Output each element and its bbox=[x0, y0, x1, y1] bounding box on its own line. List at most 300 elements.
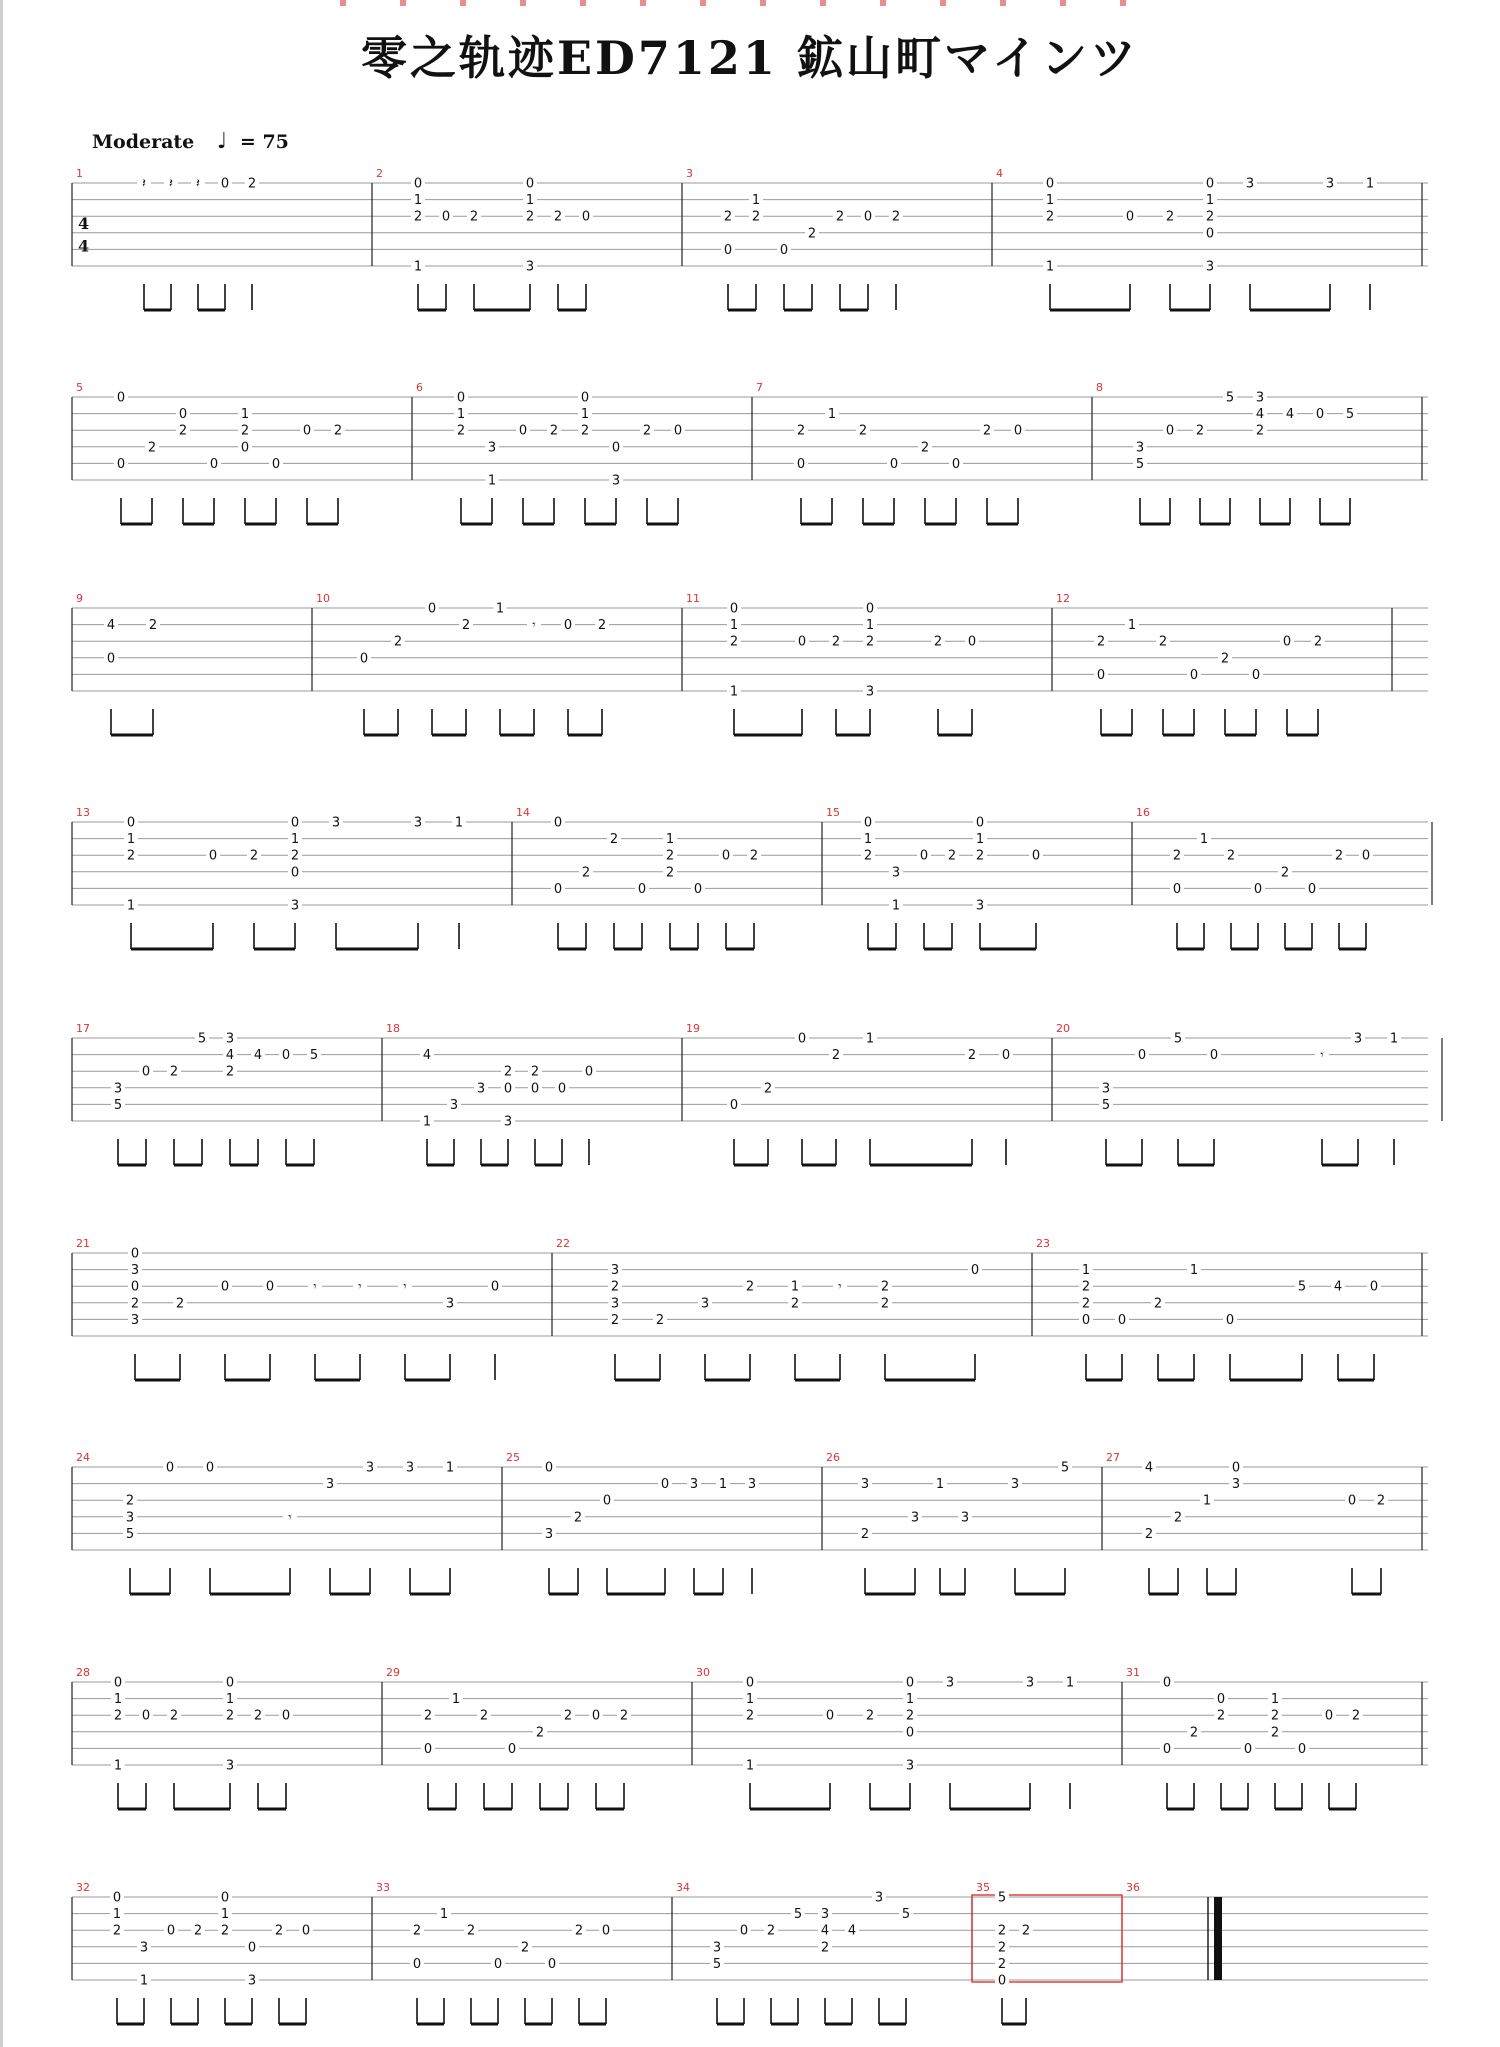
fret-number: 0 bbox=[518, 423, 528, 439]
fret-number: 1 bbox=[454, 815, 464, 831]
fret-number: 0 bbox=[1307, 881, 1317, 897]
fret-number: 𝄾 bbox=[1320, 1048, 1324, 1064]
fret-number: 𝄽 bbox=[142, 176, 146, 192]
fret-number: 𝄾 bbox=[838, 1279, 842, 1295]
fret-number: 3 bbox=[874, 1890, 884, 1906]
fret-number: 0 bbox=[141, 1708, 151, 1724]
fret-number: 2 bbox=[763, 1081, 773, 1097]
fret-number: 2 bbox=[860, 1526, 870, 1542]
fret-number: 1 bbox=[225, 1692, 235, 1708]
fret-number: 0 bbox=[126, 815, 136, 831]
fret-number: 3 bbox=[365, 1460, 375, 1476]
fret-number: 1 bbox=[487, 473, 497, 489]
fret-number: 1 bbox=[112, 1907, 122, 1923]
fret-number: 2 bbox=[1144, 1526, 1154, 1542]
fret-number: 5 bbox=[197, 1031, 207, 1047]
fret-number: 2 bbox=[175, 1296, 185, 1312]
fret-number: 0 bbox=[302, 423, 312, 439]
fret-number: 5 bbox=[1101, 1097, 1111, 1113]
measure-number: 8 bbox=[1096, 381, 1103, 394]
measure-number: 11 bbox=[686, 592, 700, 605]
fret-number: 0 bbox=[951, 456, 961, 472]
measure-number: 3 bbox=[686, 167, 693, 180]
fret-number: 2 bbox=[479, 1708, 489, 1724]
fret-number: 2 bbox=[820, 1940, 830, 1956]
fret-number: 4 bbox=[106, 618, 116, 634]
fret-number: 2 bbox=[1153, 1296, 1163, 1312]
fret-number: 2 bbox=[807, 226, 817, 242]
fret-number: 0 bbox=[205, 1460, 215, 1476]
fret-number: 2 bbox=[1195, 423, 1205, 439]
measure-number: 16 bbox=[1136, 806, 1150, 819]
fret-number: 0 bbox=[165, 1460, 175, 1476]
fret-number: 2 bbox=[1081, 1296, 1091, 1312]
fret-number: 0 bbox=[359, 651, 369, 667]
fret-number: 1 bbox=[745, 1692, 755, 1708]
fret-number: 3 bbox=[1101, 1081, 1111, 1097]
fret-number: 3 bbox=[1353, 1031, 1363, 1047]
fret-number: 0 bbox=[427, 601, 437, 617]
fret-number: 2 bbox=[112, 1923, 122, 1939]
fret-number: 0 bbox=[141, 1064, 151, 1080]
fret-number: 3 bbox=[860, 1477, 870, 1493]
fret-number: 2 bbox=[549, 423, 559, 439]
fret-number: 1 bbox=[975, 832, 985, 848]
fret-number: 4 bbox=[1333, 1279, 1343, 1295]
fret-number: 3 bbox=[910, 1510, 920, 1526]
fret-number: 2 bbox=[225, 1708, 235, 1724]
fret-number: 0 bbox=[1096, 667, 1106, 683]
fret-number: 0 bbox=[507, 1741, 517, 1757]
fret-number: 3 bbox=[130, 1263, 140, 1279]
fret-number: 3 bbox=[290, 898, 300, 914]
fret-number: 4 bbox=[1255, 407, 1265, 423]
fret-number: 2 bbox=[1220, 651, 1230, 667]
fret-number: 0 bbox=[130, 1279, 140, 1295]
fret-number: 2 bbox=[835, 209, 845, 225]
fret-number: 2 bbox=[225, 1064, 235, 1080]
fret-number: 0 bbox=[456, 390, 466, 406]
fret-number: 0 bbox=[1361, 848, 1371, 864]
fret-number: 1 bbox=[1365, 176, 1375, 192]
fret-number: 3 bbox=[247, 1973, 257, 1989]
fret-number: 0 bbox=[490, 1279, 500, 1295]
fret-number: 2 bbox=[253, 1708, 263, 1724]
fret-number: 0 bbox=[739, 1923, 749, 1939]
fret-number: 0 bbox=[1125, 209, 1135, 225]
fret-number: 2 bbox=[290, 848, 300, 864]
fret-number: 0 bbox=[825, 1708, 835, 1724]
fret-number: 1 bbox=[1389, 1031, 1399, 1047]
fret-number: 2 bbox=[642, 423, 652, 439]
measure-number: 33 bbox=[376, 1881, 390, 1894]
fret-number: 0 bbox=[544, 1460, 554, 1476]
fret-number: 5 bbox=[793, 1907, 803, 1923]
fret-number: 2 bbox=[831, 634, 841, 650]
fret-number: 1 bbox=[718, 1477, 728, 1493]
fret-number: 4 bbox=[820, 1923, 830, 1939]
fret-number: 2 bbox=[1172, 848, 1182, 864]
fret-number: 2 bbox=[169, 1064, 179, 1080]
fret-number: 2 bbox=[1280, 865, 1290, 881]
fret-number: 2 bbox=[553, 209, 563, 225]
fret-number: 2 bbox=[891, 209, 901, 225]
fret-number: 1 bbox=[445, 1460, 455, 1476]
fret-number: 0 bbox=[553, 815, 563, 831]
measure-number: 10 bbox=[316, 592, 330, 605]
fret-number: 0 bbox=[220, 1279, 230, 1295]
fret-number: 3 bbox=[1135, 440, 1145, 456]
fret-number: 4 bbox=[422, 1048, 432, 1064]
fret-number: 1 bbox=[126, 832, 136, 848]
measure-number: 24 bbox=[76, 1451, 90, 1464]
fret-number: 2 bbox=[1205, 209, 1215, 225]
fret-number: 2 bbox=[1045, 209, 1055, 225]
fret-number: 2 bbox=[574, 1923, 584, 1939]
fret-number: 1 bbox=[451, 1692, 461, 1708]
fret-number: 0 bbox=[130, 1246, 140, 1262]
fret-number: 2 bbox=[1081, 1279, 1091, 1295]
fret-number: 2 bbox=[610, 1279, 620, 1295]
fret-number: 1 bbox=[827, 407, 837, 423]
fret-number: 5 bbox=[901, 1907, 911, 1923]
time-signature-bottom: 4 bbox=[78, 236, 90, 256]
fret-number: 0 bbox=[547, 1956, 557, 1972]
fret-number: 0 bbox=[290, 815, 300, 831]
fret-number: 1 bbox=[935, 1477, 945, 1493]
fret-number: 5 bbox=[1297, 1279, 1307, 1295]
fret-number: 0 bbox=[116, 390, 126, 406]
fret-number: 0 bbox=[1225, 1312, 1235, 1328]
fret-number: 0 bbox=[729, 1097, 739, 1113]
fret-number: 3 bbox=[503, 1114, 513, 1130]
fret-number: 2 bbox=[535, 1725, 545, 1741]
fret-number: 2 bbox=[169, 1708, 179, 1724]
fret-number: 0 bbox=[1205, 226, 1215, 242]
fret-number: 0 bbox=[240, 440, 250, 456]
fret-number: 4 bbox=[1144, 1460, 1154, 1476]
fret-number: 4 bbox=[847, 1923, 857, 1939]
fret-number: 0 bbox=[889, 456, 899, 472]
highlighted-measure-box bbox=[972, 1895, 1122, 1982]
fret-number: 2 bbox=[220, 1923, 230, 1939]
fret-number: 2 bbox=[520, 1940, 530, 1956]
measure-number: 14 bbox=[516, 806, 530, 819]
fret-number: 2 bbox=[997, 1956, 1007, 1972]
fret-number: 𝄾 bbox=[403, 1279, 407, 1295]
fret-number: 0 bbox=[441, 209, 451, 225]
fret-number: 2 bbox=[413, 209, 423, 225]
fret-number: 3 bbox=[1245, 176, 1255, 192]
fret-number: 3 bbox=[891, 865, 901, 881]
fret-number: 𝄾 bbox=[532, 618, 536, 634]
fret-number: 3 bbox=[712, 1940, 722, 1956]
fret-number: 2 bbox=[1255, 423, 1265, 439]
time-signature-top: 4 bbox=[78, 213, 90, 233]
measure-number: 27 bbox=[1106, 1451, 1120, 1464]
fret-number: 0 bbox=[112, 1890, 122, 1906]
fret-number: 2 bbox=[412, 1923, 422, 1939]
fret-number: 0 bbox=[301, 1923, 311, 1939]
final-barline-thick bbox=[1214, 1897, 1222, 1980]
fret-number: 5 bbox=[113, 1097, 123, 1113]
fret-number: 𝄾 bbox=[313, 1279, 317, 1295]
fret-number: 3 bbox=[139, 1940, 149, 1956]
fret-number: 5 bbox=[1345, 407, 1355, 423]
fret-number: 1 bbox=[113, 1758, 123, 1774]
fret-number: 2 bbox=[461, 618, 471, 634]
measure-number: 1 bbox=[76, 167, 83, 180]
fret-number: 1 bbox=[863, 832, 873, 848]
fret-number: 2 bbox=[609, 832, 619, 848]
fret-number: 0 bbox=[602, 1493, 612, 1509]
fret-number: 2 bbox=[597, 618, 607, 634]
fret-number: 1 bbox=[1270, 1692, 1280, 1708]
fret-number: 0 bbox=[1231, 1460, 1241, 1476]
fret-number: 0 bbox=[208, 848, 218, 864]
fret-number: 2 bbox=[880, 1279, 890, 1295]
fret-number: 2 bbox=[1270, 1708, 1280, 1724]
fret-number: 2 bbox=[125, 1493, 135, 1509]
fret-number: 1 bbox=[1045, 193, 1055, 209]
fret-number: 2 bbox=[997, 1940, 1007, 1956]
measure-number: 23 bbox=[1036, 1237, 1050, 1250]
fret-number: 2 bbox=[581, 865, 591, 881]
fret-number: 3 bbox=[476, 1081, 486, 1097]
fret-number: 2 bbox=[178, 423, 188, 439]
fret-number: 1 bbox=[729, 618, 739, 634]
fret-number: 3 bbox=[975, 898, 985, 914]
fret-number: 1 bbox=[790, 1279, 800, 1295]
fret-number: 1 bbox=[139, 1973, 149, 1989]
fret-number: 3 bbox=[905, 1758, 915, 1774]
fret-number: 0 bbox=[919, 848, 929, 864]
fret-number: 0 bbox=[905, 1675, 915, 1691]
fret-number: 0 bbox=[290, 865, 300, 881]
fret-number: 1 bbox=[1065, 1675, 1075, 1691]
fret-number: 1 bbox=[413, 193, 423, 209]
fret-number: 0 bbox=[1315, 407, 1325, 423]
fret-number: 0 bbox=[106, 651, 116, 667]
fret-number: 2 bbox=[580, 423, 590, 439]
fret-number: 𝄾 bbox=[288, 1510, 292, 1526]
measure-number: 29 bbox=[386, 1666, 400, 1679]
fret-number: 2 bbox=[333, 423, 343, 439]
fret-number: 3 bbox=[700, 1296, 710, 1312]
fret-number: 2 bbox=[525, 209, 535, 225]
fret-number: 0 bbox=[975, 815, 985, 831]
fret-number: 5 bbox=[1060, 1460, 1070, 1476]
fret-number: 0 bbox=[1205, 176, 1215, 192]
fret-number: 2 bbox=[530, 1064, 540, 1080]
fret-number: 1 bbox=[113, 1692, 123, 1708]
fret-number: 2 bbox=[130, 1296, 140, 1312]
fret-number: 1 bbox=[729, 684, 739, 700]
fret-number: 3 bbox=[1325, 176, 1335, 192]
fret-number: 1 bbox=[439, 1907, 449, 1923]
fret-number: 2 bbox=[1165, 209, 1175, 225]
fret-number: 1 bbox=[580, 407, 590, 423]
fret-number: 2 bbox=[665, 848, 675, 864]
fret-number: 0 bbox=[1253, 881, 1263, 897]
page-title: 零之轨迹ED7121 鉱山町マインツ bbox=[360, 31, 1140, 85]
fret-number: 0 bbox=[493, 1956, 503, 1972]
fret-number: 2 bbox=[1313, 634, 1323, 650]
measure-number: 15 bbox=[826, 806, 840, 819]
fret-number: 2 bbox=[393, 634, 403, 650]
measure-number: 25 bbox=[506, 1451, 520, 1464]
fret-number: 2 bbox=[247, 176, 257, 192]
fret-number: 0 bbox=[1369, 1279, 1379, 1295]
fret-number: 2 bbox=[469, 209, 479, 225]
fret-number: 3 bbox=[449, 1097, 459, 1113]
fret-number: 0 bbox=[1189, 667, 1199, 683]
fret-number: 2 bbox=[274, 1923, 284, 1939]
fret-number: 2 bbox=[456, 423, 466, 439]
fret-number: 2 bbox=[880, 1296, 890, 1312]
fret-number: 1 bbox=[1199, 832, 1209, 848]
fret-number: 1 bbox=[1202, 1493, 1212, 1509]
fret-number: 𝄽 bbox=[196, 176, 200, 192]
fret-number: 3 bbox=[325, 1477, 335, 1493]
fret-number: 0 bbox=[1162, 1741, 1172, 1757]
fret-number: 2 bbox=[947, 848, 957, 864]
fret-number: 1 bbox=[495, 601, 505, 617]
fret-number: 3 bbox=[1025, 1675, 1035, 1691]
fret-number: 2 bbox=[249, 848, 259, 864]
fret-number: 5 bbox=[997, 1890, 1007, 1906]
fret-number: 0 bbox=[591, 1708, 601, 1724]
fret-number: 1 bbox=[290, 832, 300, 848]
fret-number: 0 bbox=[563, 618, 573, 634]
fret-number: 0 bbox=[905, 1725, 915, 1741]
fret-number: 0 bbox=[865, 601, 875, 617]
fret-number: 1 bbox=[220, 1907, 230, 1923]
fret-number: 3 bbox=[610, 1296, 620, 1312]
tempo-label: Moderate bbox=[92, 131, 195, 153]
fret-number: 0 bbox=[281, 1708, 291, 1724]
fret-number: 5 bbox=[712, 1956, 722, 1972]
fret-number: 0 bbox=[796, 456, 806, 472]
fret-number: 2 bbox=[905, 1708, 915, 1724]
measure-number: 28 bbox=[76, 1666, 90, 1679]
fret-number: 0 bbox=[581, 209, 591, 225]
fret-number: 3 bbox=[113, 1081, 123, 1097]
fret-number: 3 bbox=[413, 815, 423, 831]
fret-number: 0 bbox=[1137, 1048, 1147, 1064]
fret-number: 5 bbox=[309, 1048, 319, 1064]
fret-number: 0 bbox=[863, 209, 873, 225]
fret-number: 3 bbox=[125, 1510, 135, 1526]
fret-number: 2 bbox=[1021, 1923, 1031, 1939]
fret-number: 2 bbox=[865, 634, 875, 650]
fret-number: 3 bbox=[945, 1675, 955, 1691]
fret-number: 0 bbox=[729, 601, 739, 617]
fret-number: 3 bbox=[611, 473, 621, 489]
measure-number: 9 bbox=[76, 592, 83, 605]
fret-number: 2 bbox=[933, 634, 943, 650]
fret-number: 0 bbox=[113, 1675, 123, 1691]
measure-number: 17 bbox=[76, 1022, 90, 1035]
fret-number: 0 bbox=[503, 1081, 513, 1097]
fret-number: 𝄾 bbox=[358, 1279, 362, 1295]
fret-number: 2 bbox=[563, 1708, 573, 1724]
fret-number: 0 bbox=[247, 1940, 257, 1956]
fret-number: 2 bbox=[1270, 1725, 1280, 1741]
fret-number: 0 bbox=[660, 1477, 670, 1493]
measure-number: 26 bbox=[826, 1451, 840, 1464]
measure-number: 7 bbox=[756, 381, 763, 394]
measure-number: 35 bbox=[976, 1881, 990, 1894]
fret-number: 0 bbox=[1216, 1692, 1226, 1708]
fret-number: 4 bbox=[225, 1048, 235, 1064]
fret-number: 1 bbox=[1205, 193, 1215, 209]
fret-number: 3 bbox=[525, 259, 535, 275]
fret-number: 3 bbox=[689, 1477, 699, 1493]
fret-number: 0 bbox=[178, 407, 188, 423]
fret-number: 1 bbox=[422, 1114, 432, 1130]
fret-number: 0 bbox=[584, 1064, 594, 1080]
fret-number: 2 bbox=[1226, 848, 1236, 864]
fret-number: 2 bbox=[423, 1708, 433, 1724]
fret-number: 2 bbox=[790, 1296, 800, 1312]
fret-number: 2 bbox=[655, 1312, 665, 1328]
measure-number: 36 bbox=[1126, 1881, 1140, 1894]
fret-number: 4 bbox=[253, 1048, 263, 1064]
fret-number: 3 bbox=[1010, 1477, 1020, 1493]
measure-number: 21 bbox=[76, 1237, 90, 1250]
fret-number: 3 bbox=[405, 1460, 415, 1476]
fret-number: 2 bbox=[729, 634, 739, 650]
fret-number: 0 bbox=[611, 440, 621, 456]
fret-number: 0 bbox=[967, 634, 977, 650]
fret-number: 3 bbox=[544, 1526, 554, 1542]
fret-number: 3 bbox=[1231, 1477, 1241, 1493]
measure-number: 30 bbox=[696, 1666, 710, 1679]
fret-number: 2 bbox=[503, 1064, 513, 1080]
fret-number: 0 bbox=[225, 1675, 235, 1691]
fret-number: 0 bbox=[693, 881, 703, 897]
fret-number: 1 bbox=[456, 407, 466, 423]
fret-number: 1 bbox=[1127, 618, 1137, 634]
fret-number: 2 bbox=[1334, 848, 1344, 864]
fret-number: 2 bbox=[858, 423, 868, 439]
fret-number: 0 bbox=[557, 1081, 567, 1097]
fret-number: 3 bbox=[445, 1296, 455, 1312]
measure-number: 22 bbox=[556, 1237, 570, 1250]
fret-number: 3 bbox=[487, 440, 497, 456]
fret-number: 2 bbox=[1189, 1725, 1199, 1741]
fret-number: 1 bbox=[891, 898, 901, 914]
fret-number: 3 bbox=[610, 1263, 620, 1279]
fret-number: 1 bbox=[1045, 259, 1055, 275]
fret-number: 3 bbox=[865, 684, 875, 700]
fret-number: 0 bbox=[530, 1081, 540, 1097]
fret-number: 2 bbox=[113, 1708, 123, 1724]
measure-number: 19 bbox=[686, 1022, 700, 1035]
fret-number: 0 bbox=[265, 1279, 275, 1295]
fret-number: 0 bbox=[1251, 667, 1261, 683]
fret-number: 0 bbox=[601, 1923, 611, 1939]
fret-number: 3 bbox=[225, 1031, 235, 1047]
fret-number: 0 bbox=[1045, 176, 1055, 192]
fret-number: 0 bbox=[1172, 881, 1182, 897]
fret-number: 0 bbox=[1209, 1048, 1219, 1064]
measure-number: 18 bbox=[386, 1022, 400, 1035]
fret-number: 0 bbox=[220, 1890, 230, 1906]
fret-number: 0 bbox=[209, 456, 219, 472]
fret-number: 0 bbox=[863, 815, 873, 831]
